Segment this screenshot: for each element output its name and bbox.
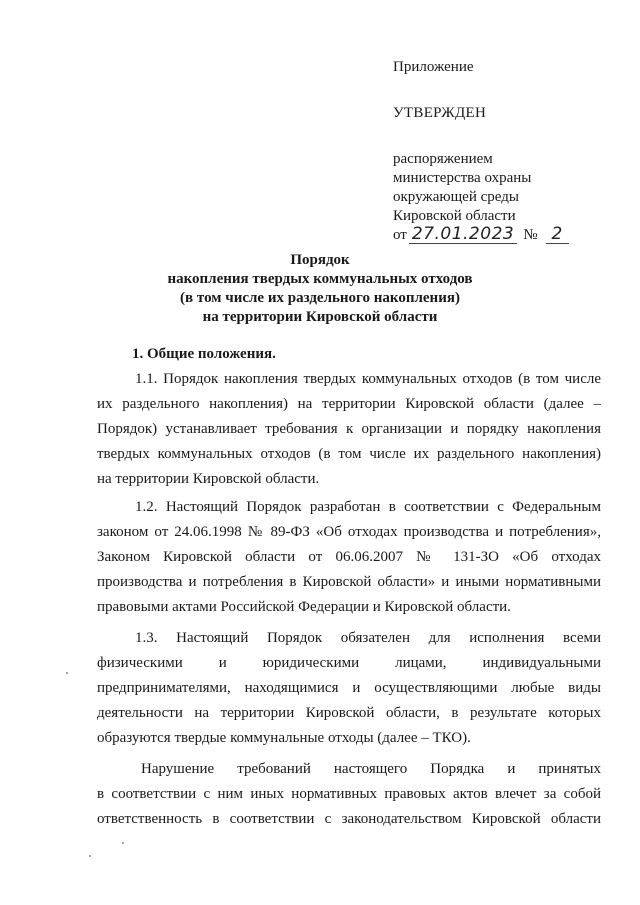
text-line: деятельности на территории Кировской области, в результате которых	[97, 705, 601, 721]
approval-order-line: распоряжением	[393, 151, 493, 167]
section-heading: 1. Общие положения.	[132, 346, 276, 362]
handwritten-date: 27.01.2023	[409, 226, 517, 244]
scan-speck	[122, 842, 124, 844]
text-line: Нарушение требований настоящего Порядка и принятых	[141, 761, 601, 777]
approved-label: УТВЕРЖДЕН	[393, 105, 487, 121]
text-line: их раздельного накопления) на территории Кировской области (далее –	[97, 396, 601, 412]
text-line: Законом Кировской области от 06.06.2007 № 131-ЗО «Об отходах	[97, 549, 601, 565]
text-line: 1.2. Настоящий Порядок разработан в соответствии с Федеральным	[135, 499, 601, 515]
date-prefix: от	[393, 227, 407, 243]
text-line: в соответствии с ним иных нормативных правовых актов влечет за собой	[97, 786, 601, 802]
text-line: ответственность в соответствии с законодательством Кировской области	[97, 811, 601, 827]
handwritten-number: 2	[546, 226, 569, 244]
document-title	[150, 251, 490, 327]
text-line: правовыми актами Российской Федерации и Кировской области.	[97, 599, 511, 615]
paragraph-1-2	[97, 495, 601, 620]
paragraph-1-1	[97, 367, 601, 492]
text-line: законом от 24.06.1998 № 89-ФЗ «Об отходах производства и потребления»,	[97, 524, 601, 540]
text-line: физическими и юридическими лицами, индивидуальными	[97, 655, 601, 671]
scan-speck	[89, 855, 91, 857]
scan-speck	[66, 672, 68, 674]
text-line: предпринимателями, находящимися и осуществляющими любые виды	[97, 680, 601, 696]
text-line: на территории Кировской области.	[97, 471, 320, 487]
number-sign: №	[523, 227, 538, 243]
approval-block	[393, 58, 623, 245]
approval-date-line	[393, 226, 623, 245]
title-line: накопления твердых коммунальных отходов	[167, 271, 473, 287]
approval-order-line: Кировской области	[393, 208, 516, 224]
appendix-label: Приложение	[393, 59, 474, 75]
title-line: на территории Кировской области	[202, 309, 438, 325]
paragraph-violation	[97, 757, 601, 832]
approval-order-line: окружающей среды	[393, 189, 519, 205]
text-line: Порядок) устанавливает требования к организации и порядку накопления	[97, 421, 601, 437]
text-line: 1.1. Порядок накопления твердых коммунальных отходов (в том числе	[135, 371, 601, 387]
text-line: производства и потребления в Кировской области» и иными нормативными	[97, 574, 601, 590]
text-line: 1.3. Настоящий Порядок обязателен для исполнения всеми	[135, 630, 601, 646]
text-line: образуются твердые коммунальные отходы (далее – ТКО).	[97, 730, 471, 746]
title-line: Порядок	[290, 252, 350, 268]
approval-order-line: министерства охраны	[393, 170, 532, 186]
paragraph-1-3	[97, 626, 601, 751]
text-line: твердых коммунальных отходов (в том числе их раздельного накопления)	[97, 446, 601, 462]
title-line: (в том числе их раздельного накопления)	[180, 290, 460, 306]
